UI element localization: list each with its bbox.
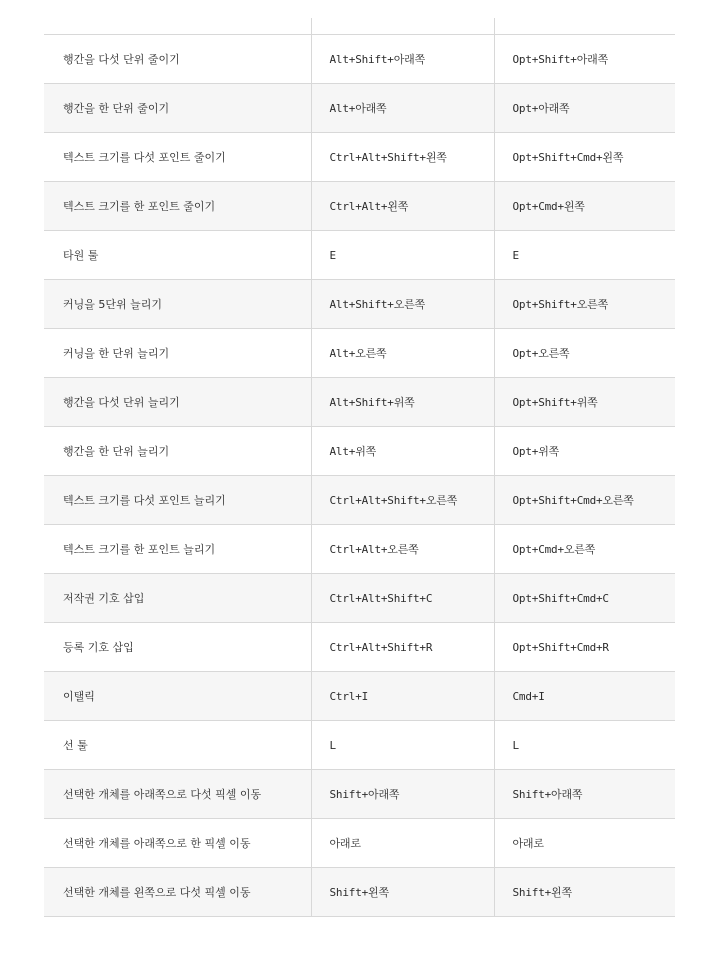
action-cell: 선택한 개체를 왼쪽으로 다섯 픽셀 이동: [44, 868, 311, 917]
mac-shortcut-cell: Opt+Shift+Cmd+오른쪽: [494, 476, 675, 525]
table-row: [44, 84, 675, 133]
action-cell: 행간을 한 단위 늘리기: [44, 427, 311, 476]
action-cell: 텍스트 크기를 한 포인트 줄이기: [44, 182, 311, 231]
action-cell: 텍스트 크기를 다섯 포인트 늘리기: [44, 476, 311, 525]
mac-shortcut-cell: 아래로: [494, 819, 675, 868]
windows-shortcut-cell: Ctrl+Alt+오른쪽: [311, 525, 494, 574]
table-row: [44, 672, 675, 721]
table-row: [44, 574, 675, 623]
table-cell: [311, 18, 494, 35]
windows-shortcut-cell: Alt+오른쪽: [311, 329, 494, 378]
mac-shortcut-cell: Opt+오른쪽: [494, 329, 675, 378]
table-row: [44, 231, 675, 280]
windows-shortcut-cell: Alt+Shift+위쪽: [311, 378, 494, 427]
windows-shortcut-cell: Ctrl+I: [311, 672, 494, 721]
mac-shortcut-cell: Opt+아래쪽: [494, 84, 675, 133]
shortcut-table-container: [44, 18, 675, 917]
table-row: [44, 476, 675, 525]
mac-shortcut-cell: Opt+Cmd+왼쪽: [494, 182, 675, 231]
mac-shortcut-cell: Opt+Shift+아래쪽: [494, 35, 675, 84]
table-row: [44, 35, 675, 84]
mac-shortcut-cell: Opt+Cmd+오른쪽: [494, 525, 675, 574]
action-cell: 등록 기호 삽입: [44, 623, 311, 672]
table-row: [44, 525, 675, 574]
table-row: [44, 378, 675, 427]
action-cell: 선택한 개체를 아래쪽으로 한 픽셀 이동: [44, 819, 311, 868]
mac-shortcut-cell: L: [494, 721, 675, 770]
windows-shortcut-cell: Ctrl+Alt+Shift+C: [311, 574, 494, 623]
windows-shortcut-cell: Alt+아래쪽: [311, 84, 494, 133]
windows-shortcut-cell: Shift+왼쪽: [311, 868, 494, 917]
mac-shortcut-cell: Shift+아래쪽: [494, 770, 675, 819]
table-row: [44, 819, 675, 868]
table-row: [44, 770, 675, 819]
mac-shortcut-cell: Shift+왼쪽: [494, 868, 675, 917]
action-cell: 커닝을 한 단위 늘리기: [44, 329, 311, 378]
table-row: [44, 182, 675, 231]
windows-shortcut-cell: Alt+Shift+아래쪽: [311, 35, 494, 84]
windows-shortcut-cell: Ctrl+Alt+Shift+오른쪽: [311, 476, 494, 525]
action-cell: 행간을 한 단위 줄이기: [44, 84, 311, 133]
action-cell: 행간을 다섯 단위 늘리기: [44, 378, 311, 427]
windows-shortcut-cell: Ctrl+Alt+Shift+왼쪽: [311, 133, 494, 182]
mac-shortcut-cell: Cmd+I: [494, 672, 675, 721]
mac-shortcut-cell: Opt+Shift+위쪽: [494, 378, 675, 427]
windows-shortcut-cell: 아래로: [311, 819, 494, 868]
mac-shortcut-cell: E: [494, 231, 675, 280]
action-cell: 타원 툴: [44, 231, 311, 280]
mac-shortcut-cell: Opt+위쪽: [494, 427, 675, 476]
windows-shortcut-cell: E: [311, 231, 494, 280]
shortcut-table: [44, 18, 675, 917]
table-row: [44, 280, 675, 329]
action-cell: 선택한 개체를 아래쪽으로 다섯 픽셀 이동: [44, 770, 311, 819]
windows-shortcut-cell: Alt+위쪽: [311, 427, 494, 476]
action-cell: 저작권 기호 삽입: [44, 574, 311, 623]
table-row: [44, 133, 675, 182]
windows-shortcut-cell: Alt+Shift+오른쪽: [311, 280, 494, 329]
action-cell: 텍스트 크기를 한 포인트 늘리기: [44, 525, 311, 574]
table-row: [44, 427, 675, 476]
action-cell: 커닝을 5단위 늘리기: [44, 280, 311, 329]
mac-shortcut-cell: Opt+Shift+Cmd+C: [494, 574, 675, 623]
mac-shortcut-cell: Opt+Shift+오른쪽: [494, 280, 675, 329]
shortcut-table-body: [44, 18, 675, 917]
windows-shortcut-cell: L: [311, 721, 494, 770]
mac-shortcut-cell: Opt+Shift+Cmd+왼쪽: [494, 133, 675, 182]
action-cell: 선 툴: [44, 721, 311, 770]
action-cell: 이탤릭: [44, 672, 311, 721]
mac-shortcut-cell: Opt+Shift+Cmd+R: [494, 623, 675, 672]
action-cell: 행간을 다섯 단위 줄이기: [44, 35, 311, 84]
table-row: [44, 623, 675, 672]
windows-shortcut-cell: Ctrl+Alt+Shift+R: [311, 623, 494, 672]
table-row: [44, 868, 675, 917]
table-cell: [494, 18, 675, 35]
table-row: [44, 721, 675, 770]
action-cell: 텍스트 크기를 다섯 포인트 줄이기: [44, 133, 311, 182]
windows-shortcut-cell: Shift+아래쪽: [311, 770, 494, 819]
windows-shortcut-cell: Ctrl+Alt+왼쪽: [311, 182, 494, 231]
table-row: [44, 329, 675, 378]
table-top-strip: [44, 18, 675, 35]
table-cell: [44, 18, 311, 35]
